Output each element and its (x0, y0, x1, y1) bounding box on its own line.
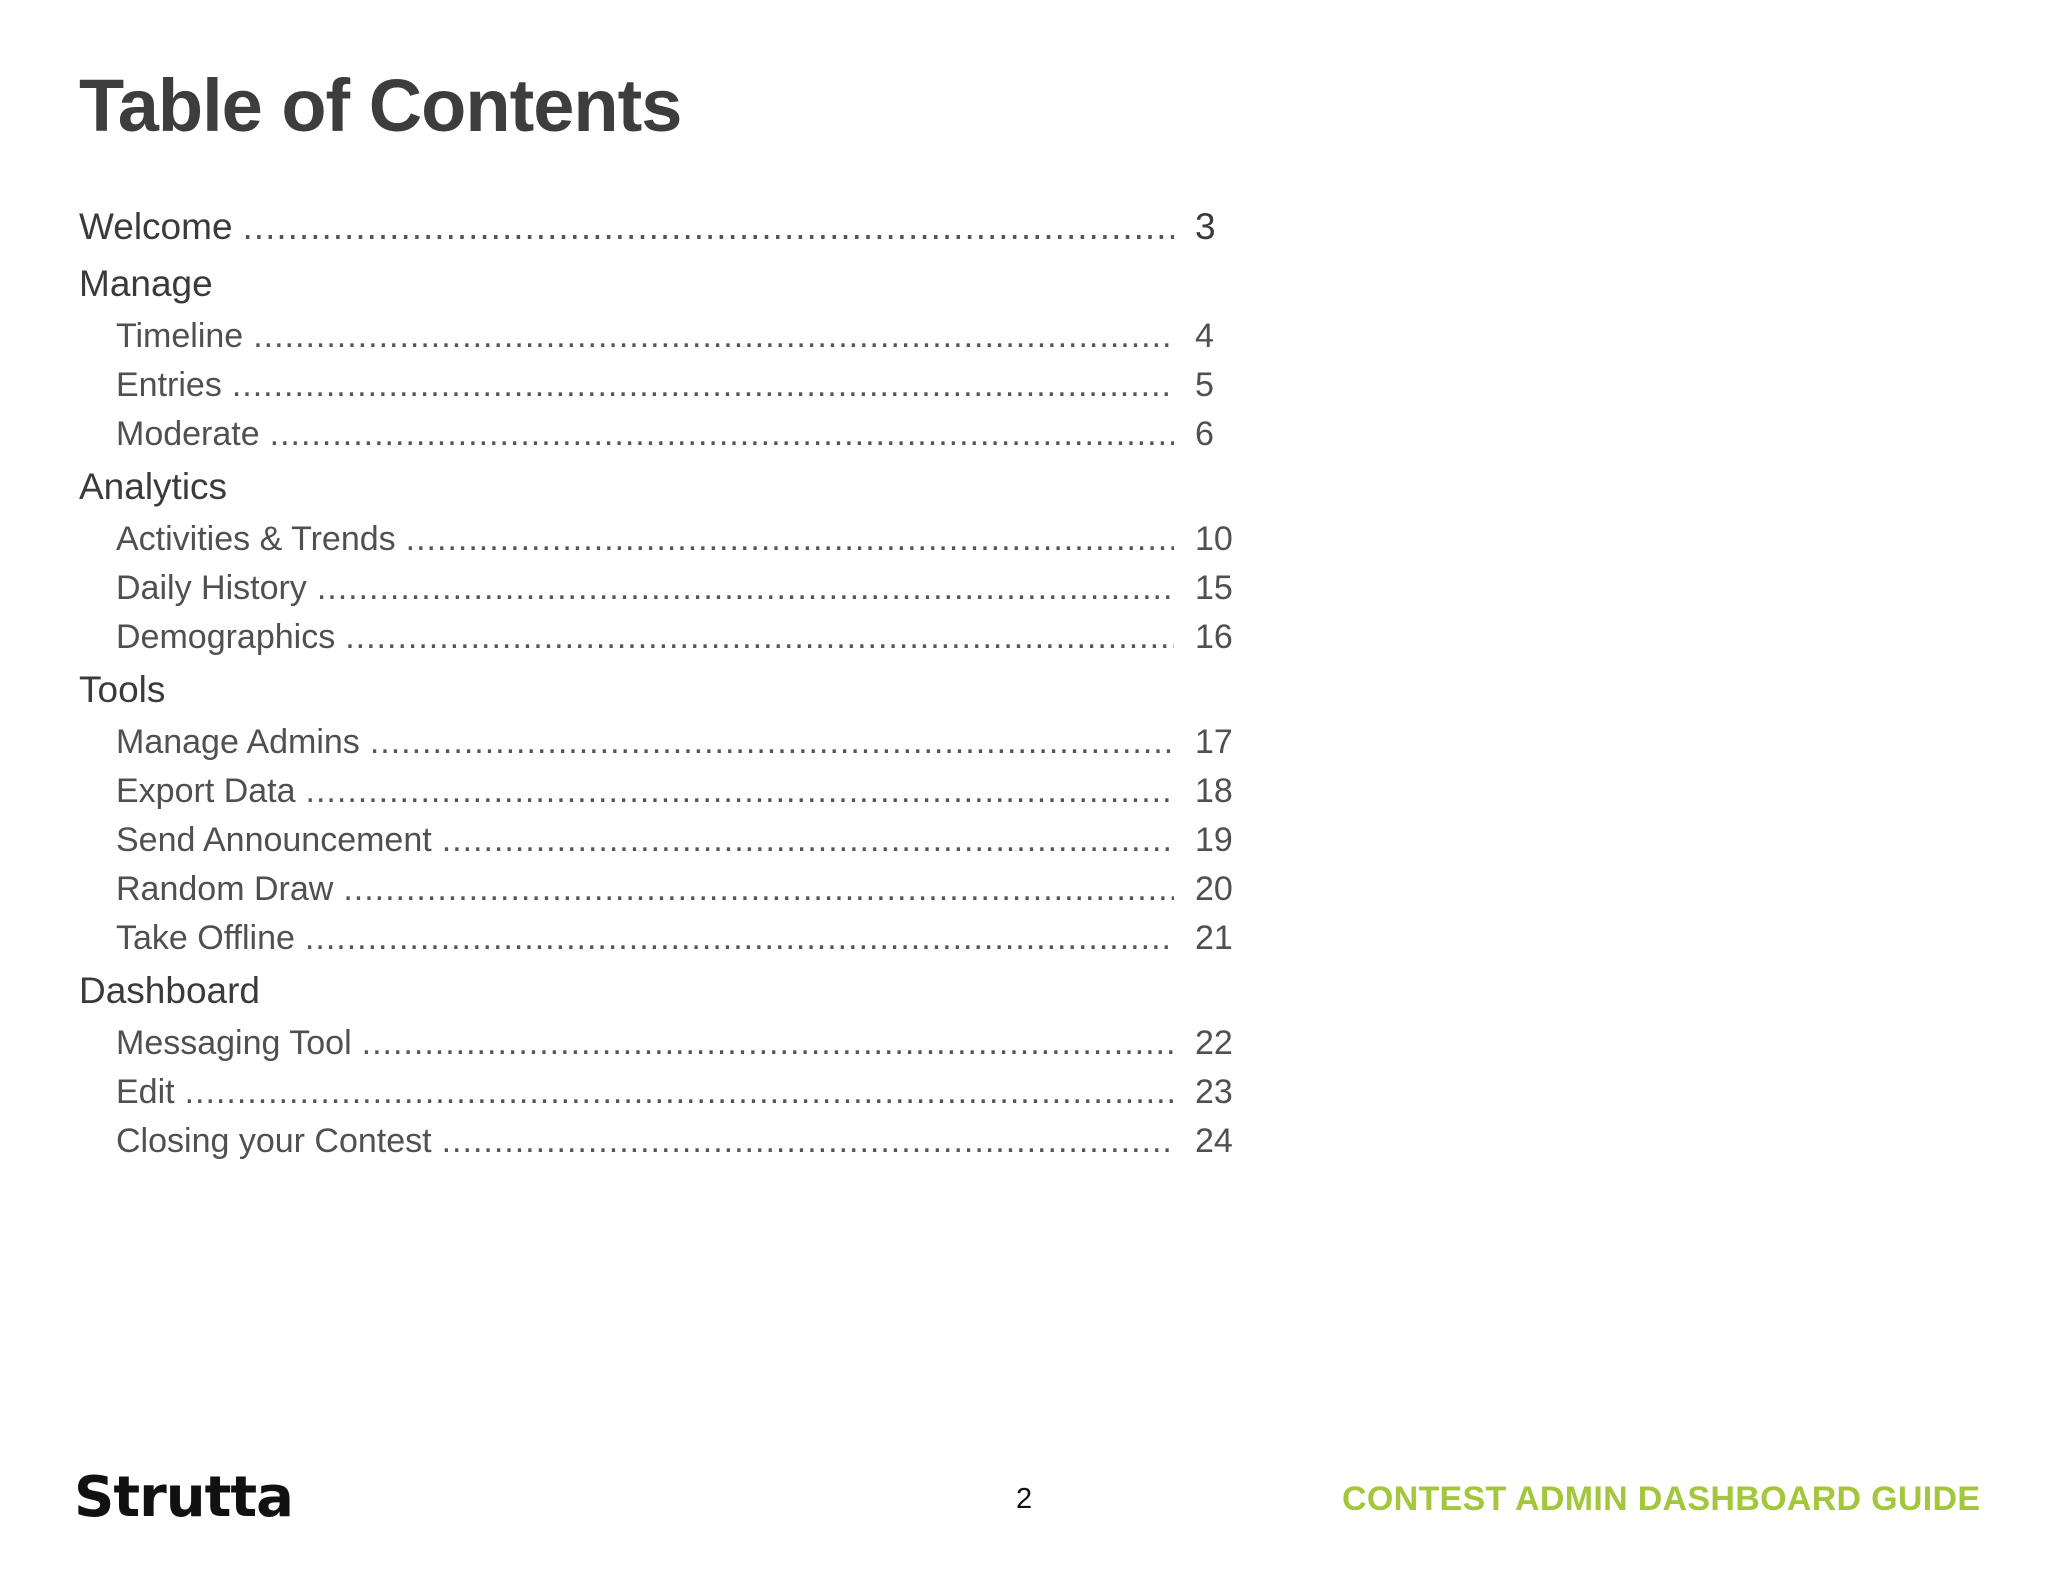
toc-entry[interactable] (79, 767, 1259, 816)
toc-entry[interactable] (79, 564, 1259, 613)
toc-entry-page: 15 (1195, 569, 1233, 607)
toc-entry[interactable] (79, 410, 1259, 459)
toc-entry-label: Random Draw (116, 870, 334, 908)
toc-entry-label: Dashboard (79, 970, 261, 1011)
toc-dot-leader (243, 198, 1174, 256)
toc-entry-page: 21 (1195, 919, 1233, 957)
toc-entry[interactable] (79, 816, 1259, 865)
toc-dot-leader (345, 613, 1174, 662)
toc-entry[interactable] (79, 198, 1259, 256)
toc-entry-page: 23 (1195, 1073, 1233, 1111)
toc-dot-leader (317, 564, 1174, 613)
toc-entry-label: Entries (116, 366, 222, 404)
toc-dot-leader (442, 816, 1174, 865)
toc-dot-leader (362, 1019, 1174, 1068)
toc-entry-label: Demographics (116, 618, 336, 656)
toc-entry[interactable] (79, 1019, 1259, 1068)
toc-dot-leader (306, 767, 1174, 816)
page-title: Table of Contents (79, 64, 682, 147)
toc-dot-leader (232, 361, 1174, 410)
toc-entry-page: 20 (1195, 870, 1233, 908)
toc-entry-label: Export Data (116, 772, 296, 810)
toc-section-heading (79, 256, 1259, 312)
toc-entry-label: Send Announcement (116, 821, 432, 859)
toc-entry[interactable] (79, 1117, 1259, 1166)
toc-entry-label: Tools (79, 669, 166, 710)
footer-guide-title: CONTEST ADMIN DASHBOARD GUIDE (1342, 1480, 1981, 1518)
toc-dot-leader (185, 1068, 1174, 1117)
table-of-contents (79, 198, 1259, 1166)
toc-entry-page: 16 (1195, 618, 1233, 656)
toc-entry[interactable] (79, 1068, 1259, 1117)
toc-entry[interactable] (79, 361, 1259, 410)
toc-entry-page: 3 (1195, 206, 1216, 247)
toc-entry-label: Messaging Tool (116, 1024, 352, 1062)
toc-dot-leader (305, 914, 1174, 963)
toc-entry-label: Timeline (116, 317, 244, 355)
footer-page-number: 2 (1016, 1483, 1033, 1515)
toc-entry-label: Edit (116, 1073, 175, 1111)
toc-entry-page: 17 (1195, 723, 1233, 761)
toc-entry-label: Closing your Contest (116, 1122, 432, 1160)
toc-section-heading (79, 963, 1259, 1019)
toc-entry-page: 4 (1195, 317, 1214, 355)
toc-entry-label: Manage (79, 263, 213, 304)
toc-entry-label: Moderate (116, 415, 260, 453)
toc-entry[interactable] (79, 865, 1259, 914)
strutta-logo: Strutta (74, 1465, 293, 1530)
toc-entry-label: Welcome (79, 206, 233, 247)
toc-entry-page: 18 (1195, 772, 1233, 810)
toc-dot-leader (270, 410, 1174, 459)
toc-entry[interactable] (79, 914, 1259, 963)
toc-dot-leader (253, 312, 1174, 361)
toc-entry-label: Manage Admins (116, 723, 360, 761)
toc-entry[interactable] (79, 613, 1259, 662)
toc-section-heading (79, 459, 1259, 515)
toc-entry-page: 6 (1195, 415, 1214, 453)
toc-entry-label: Analytics (79, 466, 228, 507)
toc-entry[interactable] (79, 312, 1259, 361)
toc-entry-page: 24 (1195, 1122, 1233, 1160)
toc-dot-leader (442, 1117, 1174, 1166)
toc-entry[interactable] (79, 515, 1259, 564)
toc-entry[interactable] (79, 718, 1259, 767)
toc-dot-leader (370, 718, 1174, 767)
toc-entry-page: 10 (1195, 520, 1233, 558)
toc-entry-label: Daily History (116, 569, 307, 607)
toc-dot-leader (343, 865, 1174, 914)
toc-entry-label: Take Offline (116, 919, 295, 957)
toc-entry-page: 19 (1195, 821, 1233, 859)
toc-dot-leader (406, 515, 1174, 564)
toc-section-heading (79, 662, 1259, 718)
toc-entry-page: 22 (1195, 1024, 1233, 1062)
toc-entry-label: Activities & Trends (116, 520, 396, 558)
toc-entry-page: 5 (1195, 366, 1214, 404)
